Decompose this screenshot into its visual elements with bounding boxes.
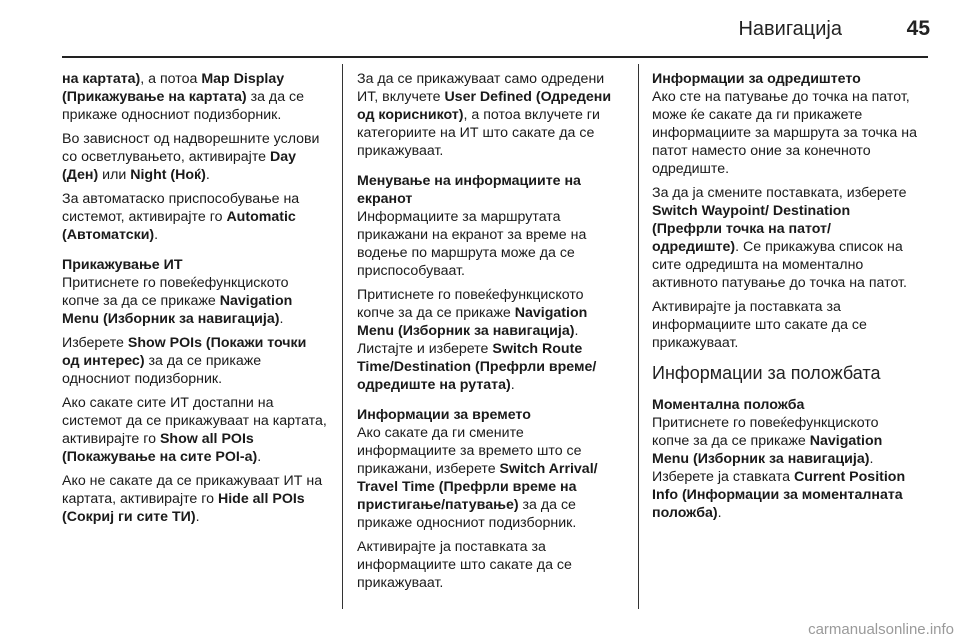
paragraph <box>357 286 622 394</box>
subheading: Менување на информациите на екранот <box>357 173 581 207</box>
column-3 <box>652 70 917 528</box>
text: . Се прикажува список на сите одредишта на моментално активното патување до точка на патот. <box>652 239 907 291</box>
subheading: Информации за одредиштето <box>652 71 861 87</box>
bold-term: Show all POIs (Покажување на сите POI-а) <box>62 431 258 465</box>
section-title: Информации за положбата <box>652 363 881 383</box>
bold-term: Navigation Menu (Изборник за навигација) <box>357 305 588 339</box>
paragraph: Ако сте на патување до точка на патот, може ќе сакате да ги прикажете информациите за маршрута за точка на патот наместо оние за конечното одредиште. <box>652 89 917 177</box>
paragraph <box>62 334 327 388</box>
text: За автоматаско приспособување на системот, активирајте го <box>62 191 300 225</box>
column-1 <box>62 70 327 532</box>
subheading: Моментална положба <box>652 397 805 413</box>
paragraph <box>357 70 622 160</box>
bold-term: Navigation Menu (Изборник за навигација) <box>652 433 883 467</box>
paragraph: Активирајте ја поставката за информациите што сакате да се прикажуваат. <box>357 539 572 591</box>
text: за да се прикаже односниот подизборник. <box>357 497 577 531</box>
paragraph <box>652 184 917 292</box>
bold-term: User Defined (Одредени од корисникот) <box>357 89 612 123</box>
bold-term: Automatic (Автоматски) <box>62 209 296 243</box>
paragraph: Активирајте ја поставката за информациите што сакате да се прикажуваат. <box>652 299 867 351</box>
text: Изберете <box>62 335 128 351</box>
text: . <box>257 449 262 465</box>
text: , а потоа <box>140 71 202 87</box>
text: За да ја смените поставката, изберете <box>652 185 907 201</box>
paragraph <box>652 414 917 522</box>
text: За да се прикажуваат само одредени ИТ, вклучете <box>357 71 605 105</box>
header-rule <box>62 56 928 58</box>
header-title: Навигација <box>738 18 842 40</box>
text: . <box>869 451 874 467</box>
text: , а потоа вклучете ги категориите на ИТ што сакате да се прикажуваат. <box>357 107 600 159</box>
bold-term: Navigation Menu (Изборник за навигација) <box>62 293 293 327</box>
text: Притиснете го повеќефункциското копче за да се прикаже <box>357 287 584 321</box>
paragraph <box>62 274 327 328</box>
paragraph <box>62 472 327 526</box>
text: . <box>205 167 210 183</box>
paragraph <box>62 394 327 466</box>
bold-term: Show POIs (Покажи точки од интерес) <box>62 335 307 369</box>
bold-term: Night (Ноќ) <box>130 167 206 183</box>
paragraph <box>62 70 327 124</box>
text: Ако сакате да ги смените информациите за времето што се прикажани, изберете <box>357 425 582 477</box>
paragraph: Информациите за маршрутата прикажани на екранот за време на водење по маршрута може да се приспособуваат. <box>357 209 587 279</box>
column-divider <box>342 64 343 609</box>
bold-term: Map Display (Прикажување на картата) <box>62 71 285 105</box>
bold-term: Switch Route Time/Destination (Префрли време/ одредиште на рутата) <box>357 341 597 393</box>
paragraph <box>62 130 327 184</box>
bold-term: Switch Waypoint/ Destination (Префрли точка на патот/одредиште) <box>652 203 851 255</box>
text: Листајте и изберете <box>357 341 493 357</box>
subheading: Прикажување ИТ <box>62 257 183 273</box>
column-divider <box>638 64 639 609</box>
text: . <box>154 227 159 243</box>
text: . <box>717 505 722 521</box>
bold-term: Day (Ден) <box>62 149 297 183</box>
bold-term: Switch Arrival/ Travel Time (Префрли време на пристигање/патување) <box>357 461 598 513</box>
text: Ако сакате сите ИТ достапни на системот да се прикажуваат на картата, активирајте го <box>62 395 327 447</box>
text: . <box>195 509 200 525</box>
bold-term: на картата) <box>62 71 141 87</box>
text: . <box>574 323 579 339</box>
column-2 <box>357 70 622 598</box>
bold-term: Hide all POIs (Сокриј ги сите ТИ) <box>62 491 305 525</box>
text: Во зависност од надворешните услови со осветлувањето, активирајте <box>62 131 320 165</box>
text: Притиснете го повеќефункциското копче за да се прикаже <box>62 275 289 309</box>
page-number: 45 <box>906 17 930 40</box>
text: за да се прикаже односниот подизборник. <box>62 89 305 123</box>
watermark-text: carmanualsonline.info <box>808 621 954 638</box>
text: Изберете ја ставката <box>652 469 794 485</box>
paragraph <box>357 424 622 532</box>
paragraph <box>62 190 327 244</box>
text: Ако не сакате да се прикажуваат ИТ на картата, активирајте го <box>62 473 323 507</box>
text: . <box>510 377 515 393</box>
text: Притиснете го повеќефункциското копче за да се прикаже <box>652 415 879 449</box>
text: за да се прикаже односниот подизборник. <box>62 353 262 387</box>
bold-term: Current Position Info (Информации за моменталната положба) <box>652 469 906 521</box>
text: . <box>279 311 284 327</box>
subheading: Информации за времето <box>357 407 531 423</box>
text: или <box>98 167 131 183</box>
page-header <box>0 0 960 58</box>
